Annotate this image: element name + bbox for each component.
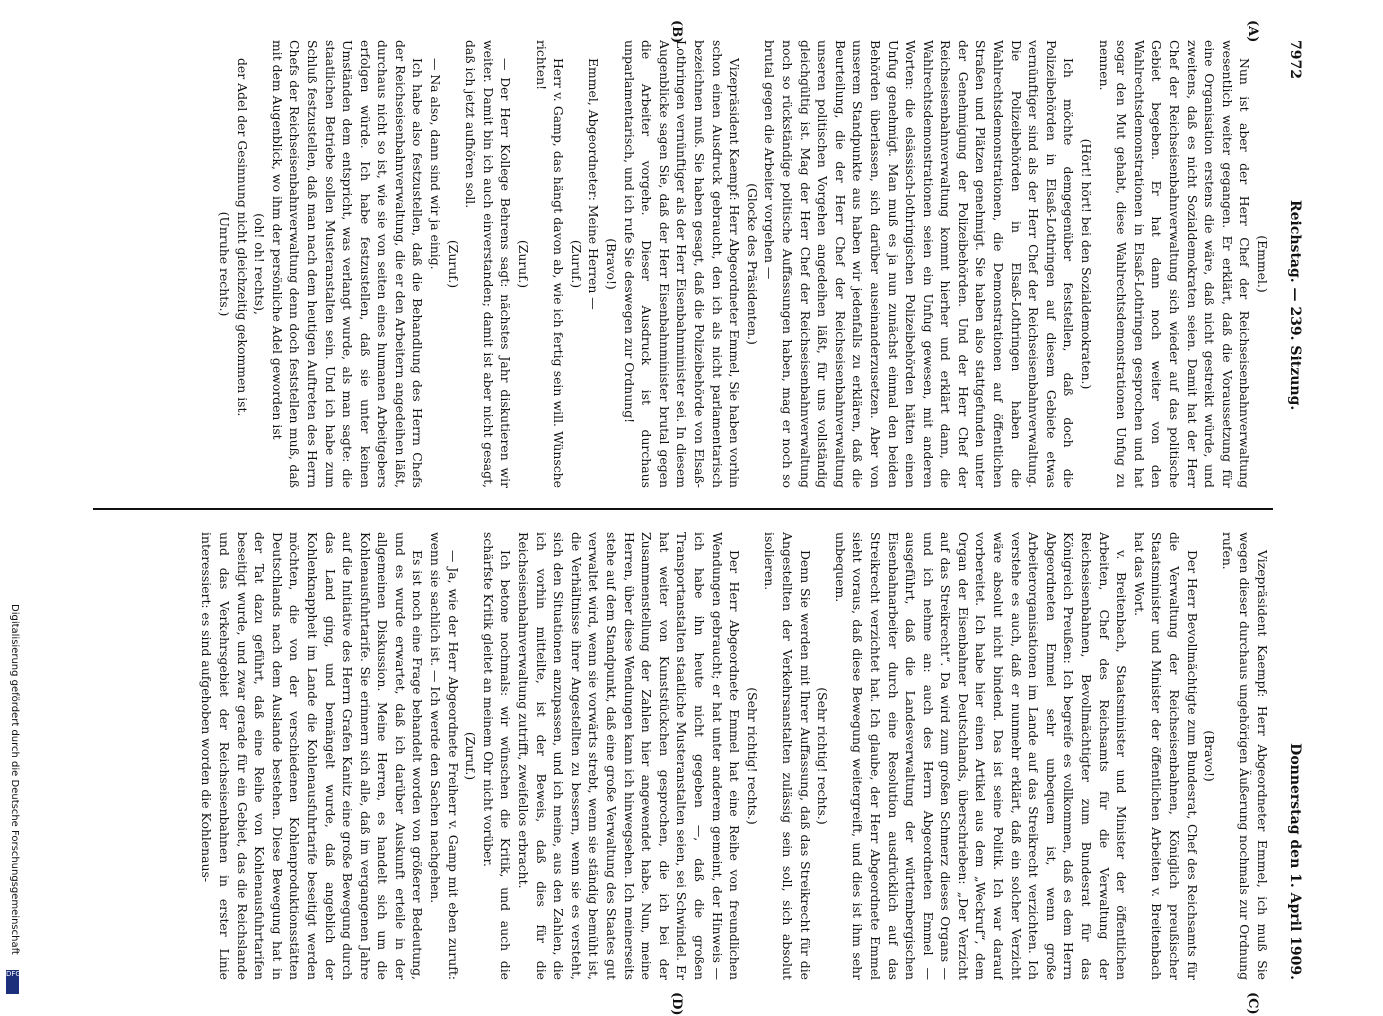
footer-credit-text: Digitalisierung gefördert durch die Deutsche Forschungsgemeinschaft (9, 604, 20, 955)
margin-marker-b: (B) (669, 20, 684, 44)
right-column (91, 532, 1271, 980)
paragraph: Ich betone nochmals: wir wünschen die Kritik, und auch die schärfste Kritik gleitet an meinem Ohr nicht vorüber. (480, 532, 514, 980)
paragraph: Der Herr Abgeordnete Emmel hat eine Reihe von freundlichen Wendungen gebraucht; er hat unter anderem gemeint, der Hinweis — ich habe ihn heute nicht gegeben —, daß die großen Transportanstalten staatliche Musteranstalten seien, sei Schwindel. Er hat weiter von Kunststückchen gesprochen, die ich bei der Zusammenstellung der Zahlen hier angewendet habe. Nun, meine Herren, über diese Wendungen kann ich hinwegsehen. Ich meinerseits stehe auf dem Standpunkt, daß eine große Verwaltung des Staates gut verwaltet wird, wenn sie vorwärts strebt, wenn sie ständig bemüht ist, die Verhältnisse ihrer Angestellten zu bessern, wenn sie es versteht, sich den Situationen anzupassen, und ich meine, aus den Zahlen, die ich vorhin mitteilte, ist der Beweis, daß dies für die Reichseisenbahnverwaltung zutrifft, zweifellos erbracht. (516, 532, 743, 980)
margin-marker-a: (A) (1245, 20, 1260, 43)
interjection: (Bravo!) (1202, 730, 1218, 782)
digitization-footer (2, 604, 24, 994)
paragraph: Vizepräsident Kaempf: Herr Abgeordneter Emmel, Sie haben vorhin schon einen Ausdruck gebraucht, den ich als nicht parlamentarisch bezeichnen muß. Sie haben gesagt, daß die Polizeibehörde von Elsaß-Lothringen vernünftiger als der Herr Eisenbahnminister sei. In diesem Augenblicke sagen Sie, daß der Herr Eisenbahnminister brutal gegen die Arbeiter vorgehe. Dieser Ausdruck ist durchaus unparlamentarisch, und ich rufe Sie deswegen zur Ordnung! (621, 40, 743, 488)
paragraph: — Der Herr Kollege Behrens sagt: nächstes Jahr diskutieren wir weiter. Damit bin ich auch einverstanden; damit ist aber nicht gesagt, daß ich jetzt aufhören soll. (463, 40, 514, 488)
paragraph: Herr v. Gamp, das hängt davon ab, wie ich fertig sein will. Wünsche richten! (533, 40, 567, 488)
interjection: (Glocke des Präsidenten.) (744, 183, 760, 345)
paragraph: Der Herr Bevollmächtigte zum Bundesrat, Chef des Reichsamts für die Verwaltung der Reichseisenbahnen, Königlich preußischer Staatsminister und Minister der öffentlichen Arbeiten v. Breitenbach hat das Wort. (1131, 532, 1200, 980)
interjection: (oh! oh! rechts), (252, 213, 268, 315)
interjection: (Zuruf.) (516, 239, 532, 289)
paragraph: Ich möchte demgegenüber feststellen, daß doch die Polizeibehörden in Elsaß-Lothringen auf diesem Gebiete etwas vernünftiger sind als der Herr Chef der Reichseisenbahnverwaltung. Die Polizeibehörden in Elsaß-Lothringen haben die Wahlrechtsdemonstrationen, die Demonstrationen auf öffentlichen Straßen und Plätzen genehmigt. Sie haben also stattgefunden unter der Genehmigung der Polizeibehörden. Und der Herr Chef der Reichseisenbahnverwaltung kommt hierher und erklärt dann, die Wahlrechtsdemonstrationen seien ein Unfug gewesen, mit anderen Worten: die elsässisch-lothringischen Polizeibehörden hätten einen Unfug genehmigt. Man muß es ja nun zunächst einmal den beiden Behörden überlassen, sich darüber auseinanderzusetzen. Aber von unserem Standpunkte aus haben wir jedenfalls zu erklären, daß die Beurteilung, die der Herr Chef der Reichseisenbahnverwaltung unseren politischen Vorgehen angedeihen läßt, für uns vollständig gleichgültig ist. Mag der Herr Chef der Reichseisenbahnverwaltung noch so rückständige politische Auffassungen haben, mag er noch so brutal gegen die Arbeiter vorgehen — (762, 40, 1077, 488)
page-number: 7972 (1287, 40, 1303, 79)
paragraph: — Ja, wie der Herr Abgeordnete Freiherr v. Gamp mit eben zuruft: wenn sie sachlich ist. — Ich werde den Sachen nachgehen. (428, 532, 461, 980)
header-title: Reichstag. — 239. Sitzung. (1287, 200, 1303, 411)
interjection: (Zuruf.) (568, 239, 584, 289)
margin-marker-d: (D) (669, 992, 684, 1016)
paragraph: Vizepräsident Kaempf: Herr Abgeordneter Emmel, ich muß Sie wegen dieser durchaus ungehörigen Äußerung nochmals zur Ordnung rufen. (1219, 532, 1270, 980)
header-date: Donnerstag den 1. April 1909. (1287, 743, 1303, 980)
speaker-note: (Emmel.) (1255, 235, 1270, 293)
paragraph: der Adel der Gesinnung nicht gleichzeitig gekommen ist. (234, 58, 250, 417)
paragraph: Nun ist aber der Herr Chef der Reichseisenbahnverwaltung wesentlich weiter gegangen. Er erklärt, daß die Voraussetzung für eine Organisation erstens die wäre, daß nicht gestreikt würde, und zweitens, daß es nicht Sozialdemokraten seien. Damit hat der Herr Chef der Reichseisenbahnverwaltung sich wieder auf das politische Gebiet begeben. Er hat dann noch weiter von den Wahlrechtsdemonstrationen in Elsaß-Lothringen gesprochen und hat sogar den Mut gehabt, diese Wahlrechtsdemonstrationen Unfug zu nennen. (1096, 40, 1253, 488)
interjection: (Zuruf.) (445, 239, 461, 289)
margin-marker-c: (C) (1245, 992, 1260, 1015)
interjection: (Sehr richtig! rechts.) (744, 687, 760, 825)
rotated-page (90, 20, 1305, 1016)
dfg-logo-icon: DFG (6, 970, 19, 994)
paragraph: Ich habe also festzustellen, daß die Behandlung des Herrn Chefs der Reichseisenbahnverwaltung, die er den Arbeitern angedeihen läßt, durchaus nicht so ist, wie sie von seiten eines humanen Arbeitgebers erfolgen würde. Ich habe festzustellen, daß sie unter keinen Umständen dem entspricht, was verlangt wurde, als man sagte: die staatlichen Betriebe sollen Musteranstalten sein. Und ich habe zum Schluß festzustellen, daß man nach dem heutigen Auftreten des Herrn Chefs der Reichseisenbahnverwaltung denn doch feststellen muß, daß mit dem Augenblick, wo ihm der persönliche Adel geworden ist (269, 40, 426, 488)
paragraph: Denn Sie werden mit Ihrer Auffassung, daß das Streikrecht für die Angestellten der Verkehrsanstalten zulässig sein soll, sich absolut isolieren. (762, 532, 813, 980)
paragraph: — Na also, dann sind wir ja einig. (428, 58, 444, 270)
interjection: (Zuruf.) (463, 731, 479, 781)
paragraph: v. Breitenbach, Staatsminister und Minister der öffentlichen Arbeiten, Chef des Reichsamts für die Verwaltung der Reichseisenbahnen, Bevollmächtigter zum Bundesrat für das Königreich Preußen: Ich begreife es vollkommen, daß es dem Herrn Abgeordneten Emmel sehr unbequem ist, wenn große Arbeiterorganisationen im Lande auf das Streikrecht verzichten. Ich verstehe es auch, daß er nunmehr erklärt, daß ein solcher Verzicht wäre absolut nicht bindend. Das ist seine Politik. Ich war darauf vorbereitet. Ich habe hier einen Artikel aus dem „Weckruf“, dem Organ der Eisenbahner Deutschlands, überschrieben: „Der Verzicht auf das Streikrecht“. Da wird zum großen Schmerz dieses Organs — und ich nehme an: auch des Herrn Abgeordneten Emmel — ausgeführt, daß die Landesverwaltung der württembergischen Eisenbahnarbeiter durch eine Resolution ausdrücklich auf das Streikrecht verzichtet hat. Ich glaube, der Herr Abgeordnete Emmel sieht voraus, daß diese Bewegung weitergreift, und dies ist ihm sehr unbequem. (832, 532, 1130, 980)
interjection: (Bravo!) (604, 238, 620, 290)
interjection: (Unruhe rechts.) (216, 211, 232, 317)
paragraph: Emmel, Abgeordneter: Meine Herren — (586, 58, 602, 310)
paragraph: Es ist noch eine Frage behandelt worden von größerer Bedeutung, und es wurde erwartet, daß ich darüber Auskunft erteile in der allgemeinen Diskussion. Meine Herren, es handelt sich um die Kohlenausfuhrtarife. Sie erinnern sich alle, daß im vergangenen Jahre auf die Initiative des Herrn Grafen Kanitz eine große Bewegung durch das Land ging, und bemängelt wurde, daß angeblich der Kohlenknappheit im Lande die Kohlenausfuhrtarife beseitigt werden möchten, die von der verschiedenen Kohlenproduktionsstätten Deutschlands nach dem Auslande bestehen. Diese Bewegung hat in der Tat dazu geführt, daß eine Reihe von Kohlenausfuhrtarifen beseitigt wurde, und zwar gerade für ein Gebiet, das die Reichslande und das Verkehrsgebiet der Reichseisenbahnen in erster Linie interessiert: es sind aufgehoben worden die Kohlenaus- (199, 532, 426, 980)
interjection: (Sehr richtig! rechts.) (815, 687, 831, 825)
column-divider (93, 508, 1273, 510)
page-header (1281, 40, 1305, 980)
left-column (91, 40, 1271, 488)
interjection: (Hört! hört! bei den Sozialdemokraten.) (1079, 138, 1095, 390)
